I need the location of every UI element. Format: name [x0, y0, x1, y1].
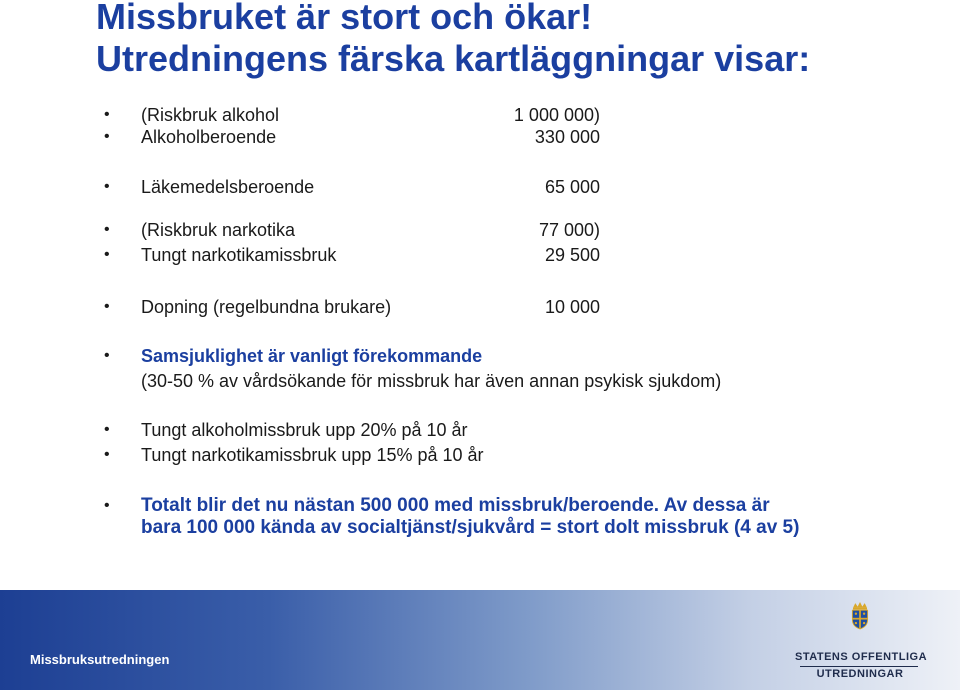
logo-text-line-1: STATENS OFFENTLIGA	[795, 651, 928, 663]
trend-text: Tungt narkotikamissbruk upp 15% på 10 år	[141, 445, 484, 465]
item-label: Tungt narkotikamissbruk	[141, 245, 337, 265]
list-item	[0, 295, 960, 319]
item-label: (Riskbruk narkotika	[141, 220, 296, 240]
list-item	[0, 125, 960, 149]
logo-divider	[800, 666, 918, 667]
item-label: Dopning (regelbundna brukare)	[141, 297, 392, 317]
logo-text-line-2: UTREDNINGAR	[816, 668, 904, 680]
bullet: •	[104, 221, 110, 238]
list-item	[0, 443, 960, 467]
item-value: 10 000	[544, 297, 600, 317]
bullet: •	[104, 178, 110, 195]
trend-text: Tungt alkoholmissbruk upp 20% på 10 år	[141, 420, 468, 440]
list-item	[0, 103, 960, 127]
title-line-1: Missbruket är stort och ökar!	[96, 0, 593, 37]
title-line-2: Utredningens färska kartläggningar visar:	[96, 38, 811, 79]
item-value: 1 000 000)	[513, 105, 600, 125]
item-value: 77 000)	[538, 220, 600, 240]
item-value: 65 000	[544, 177, 600, 197]
item-label: (Riskbruk alkohol	[141, 105, 280, 125]
summary-row-2	[0, 516, 960, 540]
item-label: Läkemedelsberoende	[141, 177, 315, 197]
list-item	[0, 175, 960, 199]
bullet: •	[104, 421, 110, 438]
bullet: •	[104, 497, 110, 514]
comorbidity-detail: (30-50 % av vårdsökande för missbruk har även annan psykisk sjukdom)	[141, 371, 722, 391]
item-value: 29 500	[544, 245, 600, 265]
summary-line-1: Totalt blir det nu nästan 500 000 med missbruk/beroende. Av dessa är	[141, 495, 770, 516]
item-value: 330 000	[534, 127, 600, 147]
bullet: •	[104, 128, 110, 145]
bullet: •	[104, 298, 110, 315]
summary-line-2: bara 100 000 kända av socialtjänst/sjukvård = stort dolt missbruk (4 av 5)	[141, 517, 800, 538]
crown-emblem-icon	[800, 602, 920, 650]
list-item	[0, 218, 960, 242]
comorbidity-detail-row	[0, 369, 960, 393]
bullet: •	[104, 246, 110, 263]
bullet: •	[104, 106, 110, 123]
footer-label: Missbruksutredningen	[30, 652, 170, 667]
bullet: •	[104, 347, 110, 364]
list-item	[0, 243, 960, 267]
summary-row	[0, 494, 960, 518]
item-label: Alkoholberoende	[141, 127, 277, 147]
comorbidity-heading-row	[0, 344, 960, 368]
bullet: •	[104, 446, 110, 463]
slide-title	[96, 0, 810, 80]
list-item	[0, 418, 960, 442]
comorbidity-heading: Samsjuklighet är vanligt förekommande	[141, 346, 483, 366]
